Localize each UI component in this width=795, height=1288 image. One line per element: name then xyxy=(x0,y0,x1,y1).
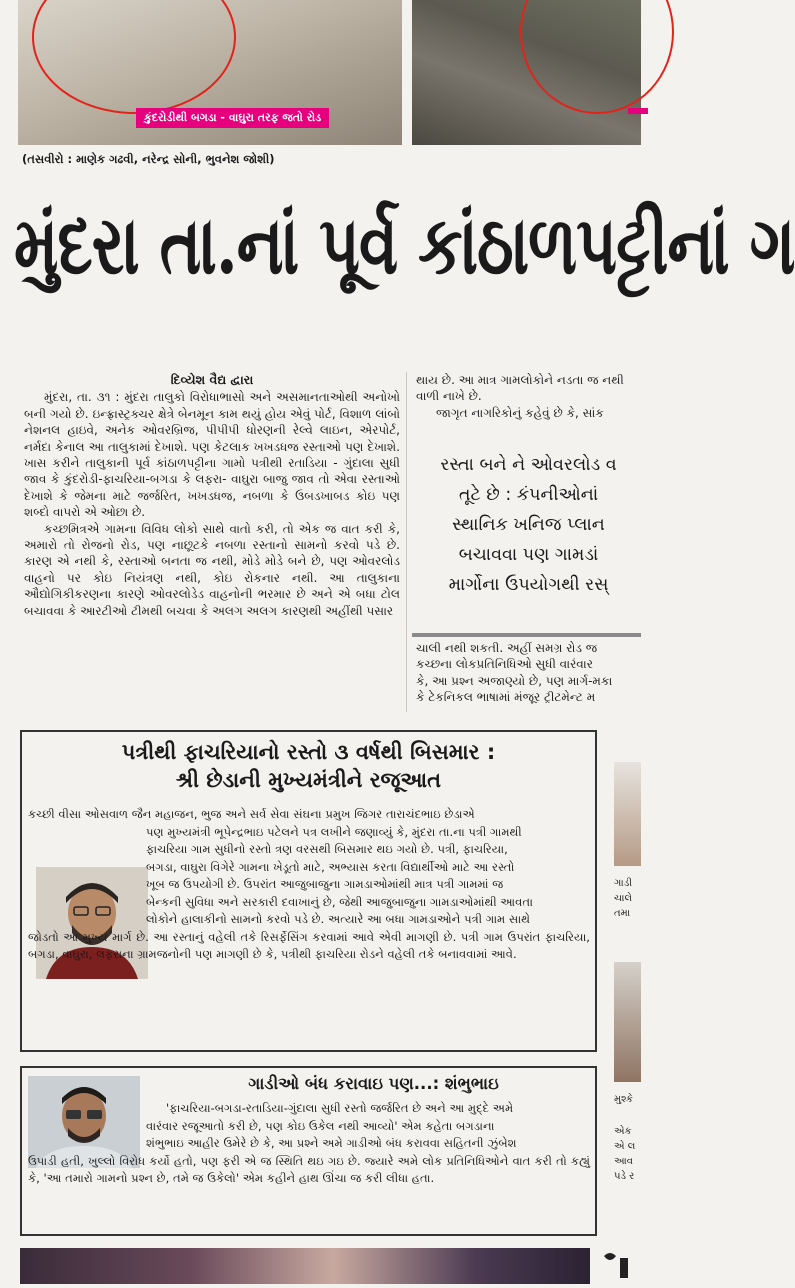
pull-quote-line: માર્ગોના ઉપયોગથી રસ્ xyxy=(448,575,609,595)
column-divider xyxy=(406,372,407,712)
box-line: બેન્કની સુવિધા અને સરકારી દવાખાનું છે, જેથી આજુબાજુના ગામડાઓમાંથી આવતા xyxy=(146,894,533,909)
box-paragraph: ઉપાડી હતી, ખુલ્લો વિરોધ કર્યો હતો, પણ ફરી એ જ સ્થિતિ થઇ ગઇ છે. જ્યારે અમે લોક પ્રતિનિધિઓને વાત કરી તો કહ્યું કે, 'આ તમારો ગામનો પ્રશ્ન છે, તમે જ ઉકેલો' એમ કહીને હાથ ઊંચા જ કરી લીધા હતા. xyxy=(28,1153,590,1185)
bottom-photo-edge xyxy=(600,1248,641,1284)
strip-text xyxy=(614,1124,641,1184)
road-photo-left xyxy=(18,0,402,145)
adjacent-column-strip xyxy=(612,762,641,1242)
article-line: કચ્છના લોકપ્રતિનિધિઓ સુધી વારંવાર xyxy=(416,657,593,672)
pull-quote-line: બચાવવા પણ ગામડાં xyxy=(458,545,599,565)
article-line: કે ટેકનિકલ ભાષામાં મંજૂર ટ્રીટમેન્ટ મ xyxy=(416,690,596,705)
box-title: ગાડીઓ બંધ કરાવાઇ પણ...: શંભુભાઇ xyxy=(248,1074,499,1093)
article-right-column-bottom xyxy=(416,640,641,706)
article-line: કે, આ પ્રશ્ન અજાણ્યો છે, પણ માર્ગ-મકા xyxy=(416,673,613,688)
pull-quote-rule xyxy=(412,633,641,637)
article-paragraph: કચ્છમિત્રએ ગામના વિવિધ લોકો સાથે વાતો કરી, તો એક જ વાત કરી કે, અમારો તો રોજનો રોડ, પણ નાછૂટકે નબળા રસ્તાનો સામનો કરવો પડે છે. કારણ એ નથી કે, રસ્તાઓ બનતા જ નથી, મોડે મોડે બને છે, પણ ઓવરલોડ વાહનો પર કોઇ નિયંત્રણ નથી, કોઇ રોકનાર નથી. આ તાલુકાના ઔદ્યોગિકીકરણના કારણે ઓવરલોડેડ વાહનોની ભરમાર છે અને એ બધા ટોલ બચાવવા કે આરટીઓ ટીમથી બચવા કે અલગ અલગ કારણથી અહીંથી પસાર xyxy=(24,521,400,618)
text-fragment-icon xyxy=(600,1248,641,1284)
sidebar-box-vehicles xyxy=(20,1066,597,1236)
strip-line: ચાલે xyxy=(614,893,633,904)
box-line: વારંવાર રજૂઆતો કરી છે, પણ કોઇ ઉકેલ નથી આવ્યો' એમ કહેતા બગડાના xyxy=(146,1118,495,1133)
strip-text xyxy=(614,1092,641,1107)
pull-quote-line: સ્થાનિક ખનિજ પ્લાન xyxy=(452,515,605,535)
road-photo-right xyxy=(412,0,641,145)
article-paragraph: મુંદરા, તા. ૩૧ : મુંદરા તાલુકો વિરોધાભાસો અને અસમાનતાઓથી અનોખો બની ગયો છે. ઇન્ફ્રાસ્ટ્રક્ચર ક્ષેત્રે બેનમૂન કામ થયું હોય એવું પોર્ટ, વિશાળ લાંબો નેશનલ હાઇવે, અનેક ઓવરબ્રિજ, પીપીપી ધોરણની રેલ્વે લાઇન, એરપોર્ટ, નર્મદા કેનાલ આ તાલુકામાં દેખાશે. પણ કેટલાક ખખડધજ રસ્તાઓ પણ દેખાશે. ખાસ કરીને તાલુકાની પૂર્વ કાંઠાળપટ્ટીના ગામો પત્રીથી રતાડિયા - ગુંદાલા સુધી જાવ કે કુંદરોડી-ફાચરિયા-બગડા કે લફરા- વાઘુરા બાજુ જાવ તો એવા રસ્તાઓ દેખાશે કે જેમના માટે જર્જરિત, ખખડધજ, નબળા કે ઉબડખાબડ કોઇ પણ શબ્દો વાપરો એ ઓછા છે. xyxy=(24,390,400,520)
bottom-photo xyxy=(20,1248,590,1284)
box-paragraph: જોડતો આ મુખ્ય માર્ગ છે. આ રસ્તાનું વહેલી તકે રિસર્ફેસિંગ કરવામાં આવે એવી માગણી છે. પત્રી ગામ ઉપરાંત ફાચરિયા, બગડા, વાઘુરા, લફરાના ગ્રામજનોની પણ માગણી છે કે, પત્રીથી ફાચરિયા રોડને વહેલી તકે બનાવવામાં આવે. xyxy=(28,929,590,961)
strip-line: આવ xyxy=(614,1156,633,1167)
box-line: કચ્છી વીસા ઓસવાળ જૈન મહાજન, ભુજ અને સર્વ સેવા સંઘના પ્રમુખ જિગર તારાચંદભાઇ છેડાએ xyxy=(28,807,475,821)
box-body xyxy=(28,1100,590,1188)
article-line: વાળી નાખે છે. xyxy=(416,389,482,404)
strip-line: એક xyxy=(614,1126,632,1137)
sidebar-box-petition xyxy=(20,730,597,1052)
thumbnail-photo xyxy=(614,762,641,866)
byline: દિવ્યેશ વૈદ્ય દ્વારા xyxy=(170,372,254,387)
strip-line: એ લ xyxy=(614,1141,636,1152)
thumbnail-photo xyxy=(614,962,641,1082)
article-line: ચાલી નથી શકતી. અહીં સમગ્ર રોડ જ xyxy=(416,641,598,655)
box-line: પણ મુખ્યમંત્રી ભૂપેન્દ્રભાઇ પટેલને પત્ર લખીને જણાવ્યું કે, મુંદરા તા.ના પત્રી ગામથી xyxy=(146,824,522,839)
box-line: લોકોને હાલાકીનો સામનો કરવો પડે છે. અત્યારે આ બધા ગામડાઓને પત્રી ગામ સાથે xyxy=(146,912,531,926)
box-title: પત્રીથી ફાચરિયાનો રસ્તો ૩ વર્ષથી બિસમાર : xyxy=(121,740,496,764)
box-line: શંભુભાઇ આહીર ઉમેરે છે કે, આ પ્રશ્ને અમે ગાડીઓ બંધ કરાવવા સહિતની ઝુંબેશ xyxy=(146,1136,517,1150)
strip-line: મુશ્કે xyxy=(614,1094,633,1105)
article-line: થાય છે. આ માત્ર ગામલોકોને નડતા જ નથી xyxy=(416,373,624,387)
photo-credit: (તસવીરો : માણેક ગઢવી, નરેન્દ્ર સોની, ભુવનેશ જોશી) xyxy=(22,152,275,166)
strip-line: ગાડી xyxy=(614,878,633,889)
box-subtitle: શ્રી છેડાની મુખ્યમંત્રીને રજૂઆત xyxy=(175,768,442,792)
article-left-column xyxy=(24,372,400,619)
photo-caption-left: કુંદરોડીથી બગડા - વાઘુરા તરફ જતો રોડ xyxy=(136,108,329,128)
highlight-ring xyxy=(32,0,236,114)
strip-text xyxy=(614,876,641,921)
photo-caption-right xyxy=(628,108,648,114)
box-line: 'ફાચરિયા-બગડા-રતાડિયા-ગુંદાલા સુધી રસ્તો જર્જરિત છે અને આ મુદ્દે અમે xyxy=(166,1101,514,1115)
article-right-column-top xyxy=(416,372,641,421)
headline: મુંદરા તા.નાં પૂર્વ કાંઠાળપટ્ટીનાં ગ xyxy=(14,197,795,293)
box-line: ખૂબ જ ઉપયોગી છે. ઉપરાંત આજુબાજુના ગામડાઓમાંથી માત્ર પત્રી ગામમાં જ xyxy=(146,877,504,891)
box-body xyxy=(28,806,590,964)
strip-line: તમા xyxy=(614,908,631,919)
pull-quote-line: તૂટે છે : કંપનીઓનાં xyxy=(458,485,599,505)
highlight-ring xyxy=(520,0,674,114)
box-line: બગડા, વાઘુરા વિગેરે ગામના ખેડૂતો માટે, અભ્યાસ કરતા વિદ્યાર્થીઓ માટે આ રસ્તો xyxy=(146,859,515,874)
box-line: ફાચરિયા ગામ સુધીનો રસ્તો ત્રણ વરસથી બિસમાર થઇ ગયો છે. પત્રી, ફાચરિયા, xyxy=(146,842,508,856)
pull-quote xyxy=(416,450,641,630)
strip-line: પડે ર xyxy=(614,1171,635,1182)
pull-quote-line: રસ્તા બને ને ઓવરલોડ વ xyxy=(440,455,617,475)
article-line: જાગૃત નાગરિકોનું કહેવું છે કે, સાંક xyxy=(436,405,604,420)
